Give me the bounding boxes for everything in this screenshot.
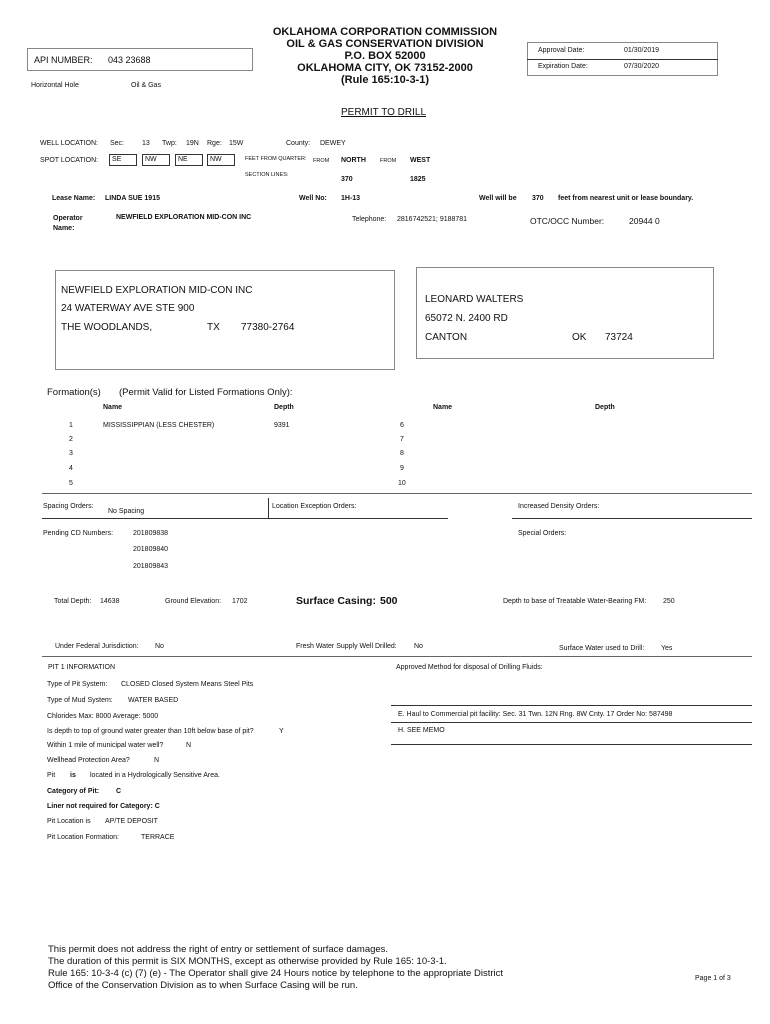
county-label: County: <box>286 140 311 147</box>
disposal-e: E. Haul to Commercial pit facility: Sec. 31 Twn. 12N Rng. 8W Cnty. 17 Order No: 587498 <box>398 711 673 718</box>
hole-type: Horizontal Hole <box>31 82 79 89</box>
spot-box-4: NW <box>207 154 235 166</box>
special-orders-label: Special Orders: <box>518 530 567 537</box>
formations-depth-header-2: Depth <box>595 404 615 411</box>
pit-formation-label: Pit Location Formation: <box>47 834 119 841</box>
surface-owner-city: CANTON <box>425 332 468 343</box>
operator-label-line2: Name: <box>53 225 75 232</box>
formations-name-header: Name <box>103 404 123 411</box>
from-label-1: FROM <box>313 158 330 164</box>
formation-row-6-num: 6 <box>400 422 404 429</box>
pending-cd-label: Pending CD Numbers: <box>43 530 114 537</box>
formation-row-4-num: 4 <box>69 465 73 472</box>
footer-line1: This permit does not address the right of entry or settlement of surface damages. <box>48 944 389 955</box>
wellhead-answer: N <box>154 757 160 764</box>
well-no-value: 1H-13 <box>341 195 361 202</box>
liner-text: Liner not required for Category: C <box>47 803 160 810</box>
total-depth-value: 14638 <box>100 598 120 605</box>
feet-value-1: 370 <box>341 176 353 183</box>
formation-row-2-num: 2 <box>69 436 73 443</box>
spacing-orders-label: Spacing Orders: <box>43 503 94 510</box>
formations-title: Formation(s) <box>47 387 101 398</box>
operator-address-city: THE WOODLANDS, <box>61 322 153 333</box>
municipal-well-question: Within 1 mile of municipal water well? <box>47 742 164 749</box>
ground-elevation-value: 1702 <box>232 598 248 605</box>
fresh-water-value: No <box>414 643 423 650</box>
operator-address-name: NEWFIELD EXPLORATION MID-CON INC <box>61 285 253 296</box>
surface-owner-zip: 73724 <box>605 332 633 343</box>
treatable-water-label: Depth to base of Treatable Water-Bearing FM: <box>503 598 647 605</box>
formation-row-7-num: 7 <box>400 436 404 443</box>
operator-address-street: 24 WATERWAY AVE STE 900 <box>61 303 195 314</box>
approval-date-label: Approval Date: <box>538 47 585 54</box>
formation-row-9-num: 9 <box>400 465 404 472</box>
sec-label: Sec: <box>110 140 125 147</box>
boundary-feet-text: feet from nearest unit or lease boundary. <box>558 195 694 202</box>
surface-water-value: Yes <box>661 645 673 652</box>
surface-casing-value: 500 <box>380 595 398 607</box>
formations-name-header-2: Name <box>433 404 453 411</box>
pending-cd-2: 201809840 <box>133 546 169 553</box>
twp-value: 19N <box>186 140 199 147</box>
operator-address-state: TX <box>207 322 220 333</box>
twp-label: Twp: <box>162 140 177 147</box>
increased-density-label: Increased Density Orders: <box>518 503 600 510</box>
header-block <box>250 26 520 86</box>
expiration-date-label: Expiration Date: <box>538 63 588 70</box>
disposal-divider-2 <box>391 722 752 723</box>
formation-row-3-num: 3 <box>69 450 73 457</box>
dates-divider <box>527 59 718 60</box>
spot-box-2: NW <box>142 154 170 166</box>
fresh-water-label: Fresh Water Supply Well Drilled: <box>296 643 397 650</box>
treatable-water-value: 250 <box>663 598 675 605</box>
api-value: 043 23688 <box>108 55 151 65</box>
footer-line3: Rule 165: 10-3-4 (c) (7) (e) - The Operator shall give 24 Hours notice by telephone to the appropriate District <box>48 968 503 979</box>
increased-density-underline <box>512 518 752 519</box>
page-number: Page 1 of 3 <box>695 975 731 982</box>
disposal-label: Approved Method for disposal of Drilling Fluids: <box>396 664 543 671</box>
section-lines-label: SECTION LINES: <box>245 172 289 178</box>
spot-box-1: SE <box>109 154 137 166</box>
header-line4: OKLAHOMA CITY, OK 73152-2000 <box>297 62 473 74</box>
header-line3: P.O. BOX 52000 <box>344 50 426 62</box>
pit-title: PIT 1 INFORMATION <box>48 664 116 671</box>
feet-from-quarter-label: FEET FROM QUARTER: <box>245 156 307 162</box>
well-type: Oil & Gas <box>131 82 161 89</box>
api-label: API NUMBER: <box>34 55 93 65</box>
pit-system-label: Type of Pit System: <box>47 681 108 688</box>
direction-1: NORTH <box>341 157 366 164</box>
surface-owner-name: LEONARD WALTERS <box>425 294 524 305</box>
lease-name-value: LINDA SUE 1915 <box>105 195 160 202</box>
rge-value: 15W <box>229 140 244 147</box>
formation-row-1-name: MISSISSIPPIAN (LESS CHESTER) <box>103 422 215 429</box>
federal-jurisdiction-label: Under Federal Jurisdiction: <box>55 643 139 650</box>
jurisdiction-divider <box>42 656 752 657</box>
spacing-underline <box>42 518 268 519</box>
operator-name: NEWFIELD EXPLORATION MID-CON INC <box>116 214 252 221</box>
rge-label: Rge: <box>207 140 222 147</box>
page-title: PERMIT TO DRILL <box>341 107 427 118</box>
wellhead-question: Wellhead Protection Area? <box>47 757 130 764</box>
pit-is-word: is <box>70 772 76 779</box>
operator-address-zip: 77380-2764 <box>241 322 295 333</box>
sec-value: 13 <box>142 140 150 147</box>
well-location-label: WELL LOCATION: <box>40 140 98 147</box>
surface-owner-street: 65072 N. 2400 RD <box>425 313 508 324</box>
location-exception-label: Location Exception Orders: <box>272 503 357 510</box>
surface-water-label: Surface Water used to Drill: <box>559 645 645 652</box>
county-value: DEWEY <box>320 140 346 147</box>
approval-date-value: 01/30/2019 <box>624 47 660 54</box>
pending-cd-1: 201809838 <box>133 530 169 537</box>
operator-label <box>53 214 83 234</box>
telephone-value: 2816742521; 9188781 <box>397 216 468 223</box>
disposal-divider-3 <box>391 744 752 745</box>
spacing-divider <box>268 498 269 518</box>
location-exception-underline <box>268 518 448 519</box>
pit-location-value: AP/TE DEPOSIT <box>105 818 158 825</box>
surface-owner-state: OK <box>572 332 587 343</box>
formations-subtitle: (Permit Valid for Listed Formations Only): <box>119 387 293 398</box>
expiration-date-value: 07/30/2020 <box>624 63 660 70</box>
municipal-well-answer: N <box>186 742 192 749</box>
otc-value: 20944 0 <box>629 216 660 226</box>
well-no-label: Well No: <box>299 195 327 202</box>
spacing-orders-value: No Spacing <box>108 508 145 515</box>
formation-row-1-depth: 9391 <box>274 422 290 429</box>
formations-depth-header: Depth <box>274 404 294 411</box>
pit-system-value: CLOSED Closed System Means Steel Pits <box>121 681 254 688</box>
formation-row-1-num: 1 <box>69 422 73 429</box>
otc-label: OTC/OCC Number: <box>530 216 605 226</box>
direction-2: WEST <box>410 157 431 164</box>
footer-line2: The duration of this permit is SIX MONTHS, except as otherwise provided by Rule 165: 10-3-1. <box>48 956 447 967</box>
total-depth-label: Total Depth: <box>54 598 92 605</box>
federal-jurisdiction-value: No <box>155 643 164 650</box>
pit-location-label: Pit Location is <box>47 818 91 825</box>
footer-notes <box>48 944 503 992</box>
pit-category-value: C <box>116 788 122 795</box>
mud-system-label: Type of Mud System: <box>47 697 113 704</box>
header-line5: (Rule 165:10-3-1) <box>340 74 430 86</box>
telephone-label: Telephone: <box>352 216 387 223</box>
header-line2: OIL & GAS CONSERVATION DIVISION <box>286 38 484 50</box>
formation-row-5-num: 5 <box>69 480 73 487</box>
spot-location-label: SPOT LOCATION: <box>40 157 99 164</box>
groundwater-question: Is depth to top of ground water greater than 10ft below base of pit? <box>47 728 254 735</box>
pit-category-label: Category of Pit: <box>47 788 100 795</box>
sensitive-area-text: located in a Hydrologically Sensitive Area. <box>90 772 220 779</box>
formation-row-10-num: 10 <box>398 480 406 487</box>
disposal-h: H. SEE MEMO <box>398 727 445 734</box>
lease-name-label: Lease Name: <box>52 195 96 202</box>
operator-label-line1: Operator <box>53 215 83 222</box>
pit-formation-value: TERRACE <box>141 834 175 841</box>
disposal-divider-1 <box>391 705 752 706</box>
ground-elevation-label: Ground Elevation: <box>165 598 222 605</box>
mud-system-value: WATER BASED <box>128 697 179 704</box>
well-will-be-label: Well will be <box>479 195 517 202</box>
feet-value-2: 1825 <box>410 176 426 183</box>
surface-casing-label: Surface Casing: <box>296 595 376 607</box>
boundary-feet-value: 370 <box>532 195 544 202</box>
formation-row-8-num: 8 <box>400 450 404 457</box>
spot-box-3: NE <box>175 154 203 166</box>
groundwater-answer: Y <box>279 728 284 735</box>
formations-divider <box>42 493 752 494</box>
from-label-2: FROM <box>380 158 397 164</box>
pit-word: Pit <box>47 772 56 779</box>
chlorides: Chlorides Max: 8000 Average: 5000 <box>47 713 159 720</box>
footer-line4: Office of the Conservation Division as to when Surface Casing will be run. <box>48 980 358 991</box>
pending-cd-3: 201809843 <box>133 563 169 570</box>
header-line1: OKLAHOMA CORPORATION COMMISSION <box>272 26 498 38</box>
